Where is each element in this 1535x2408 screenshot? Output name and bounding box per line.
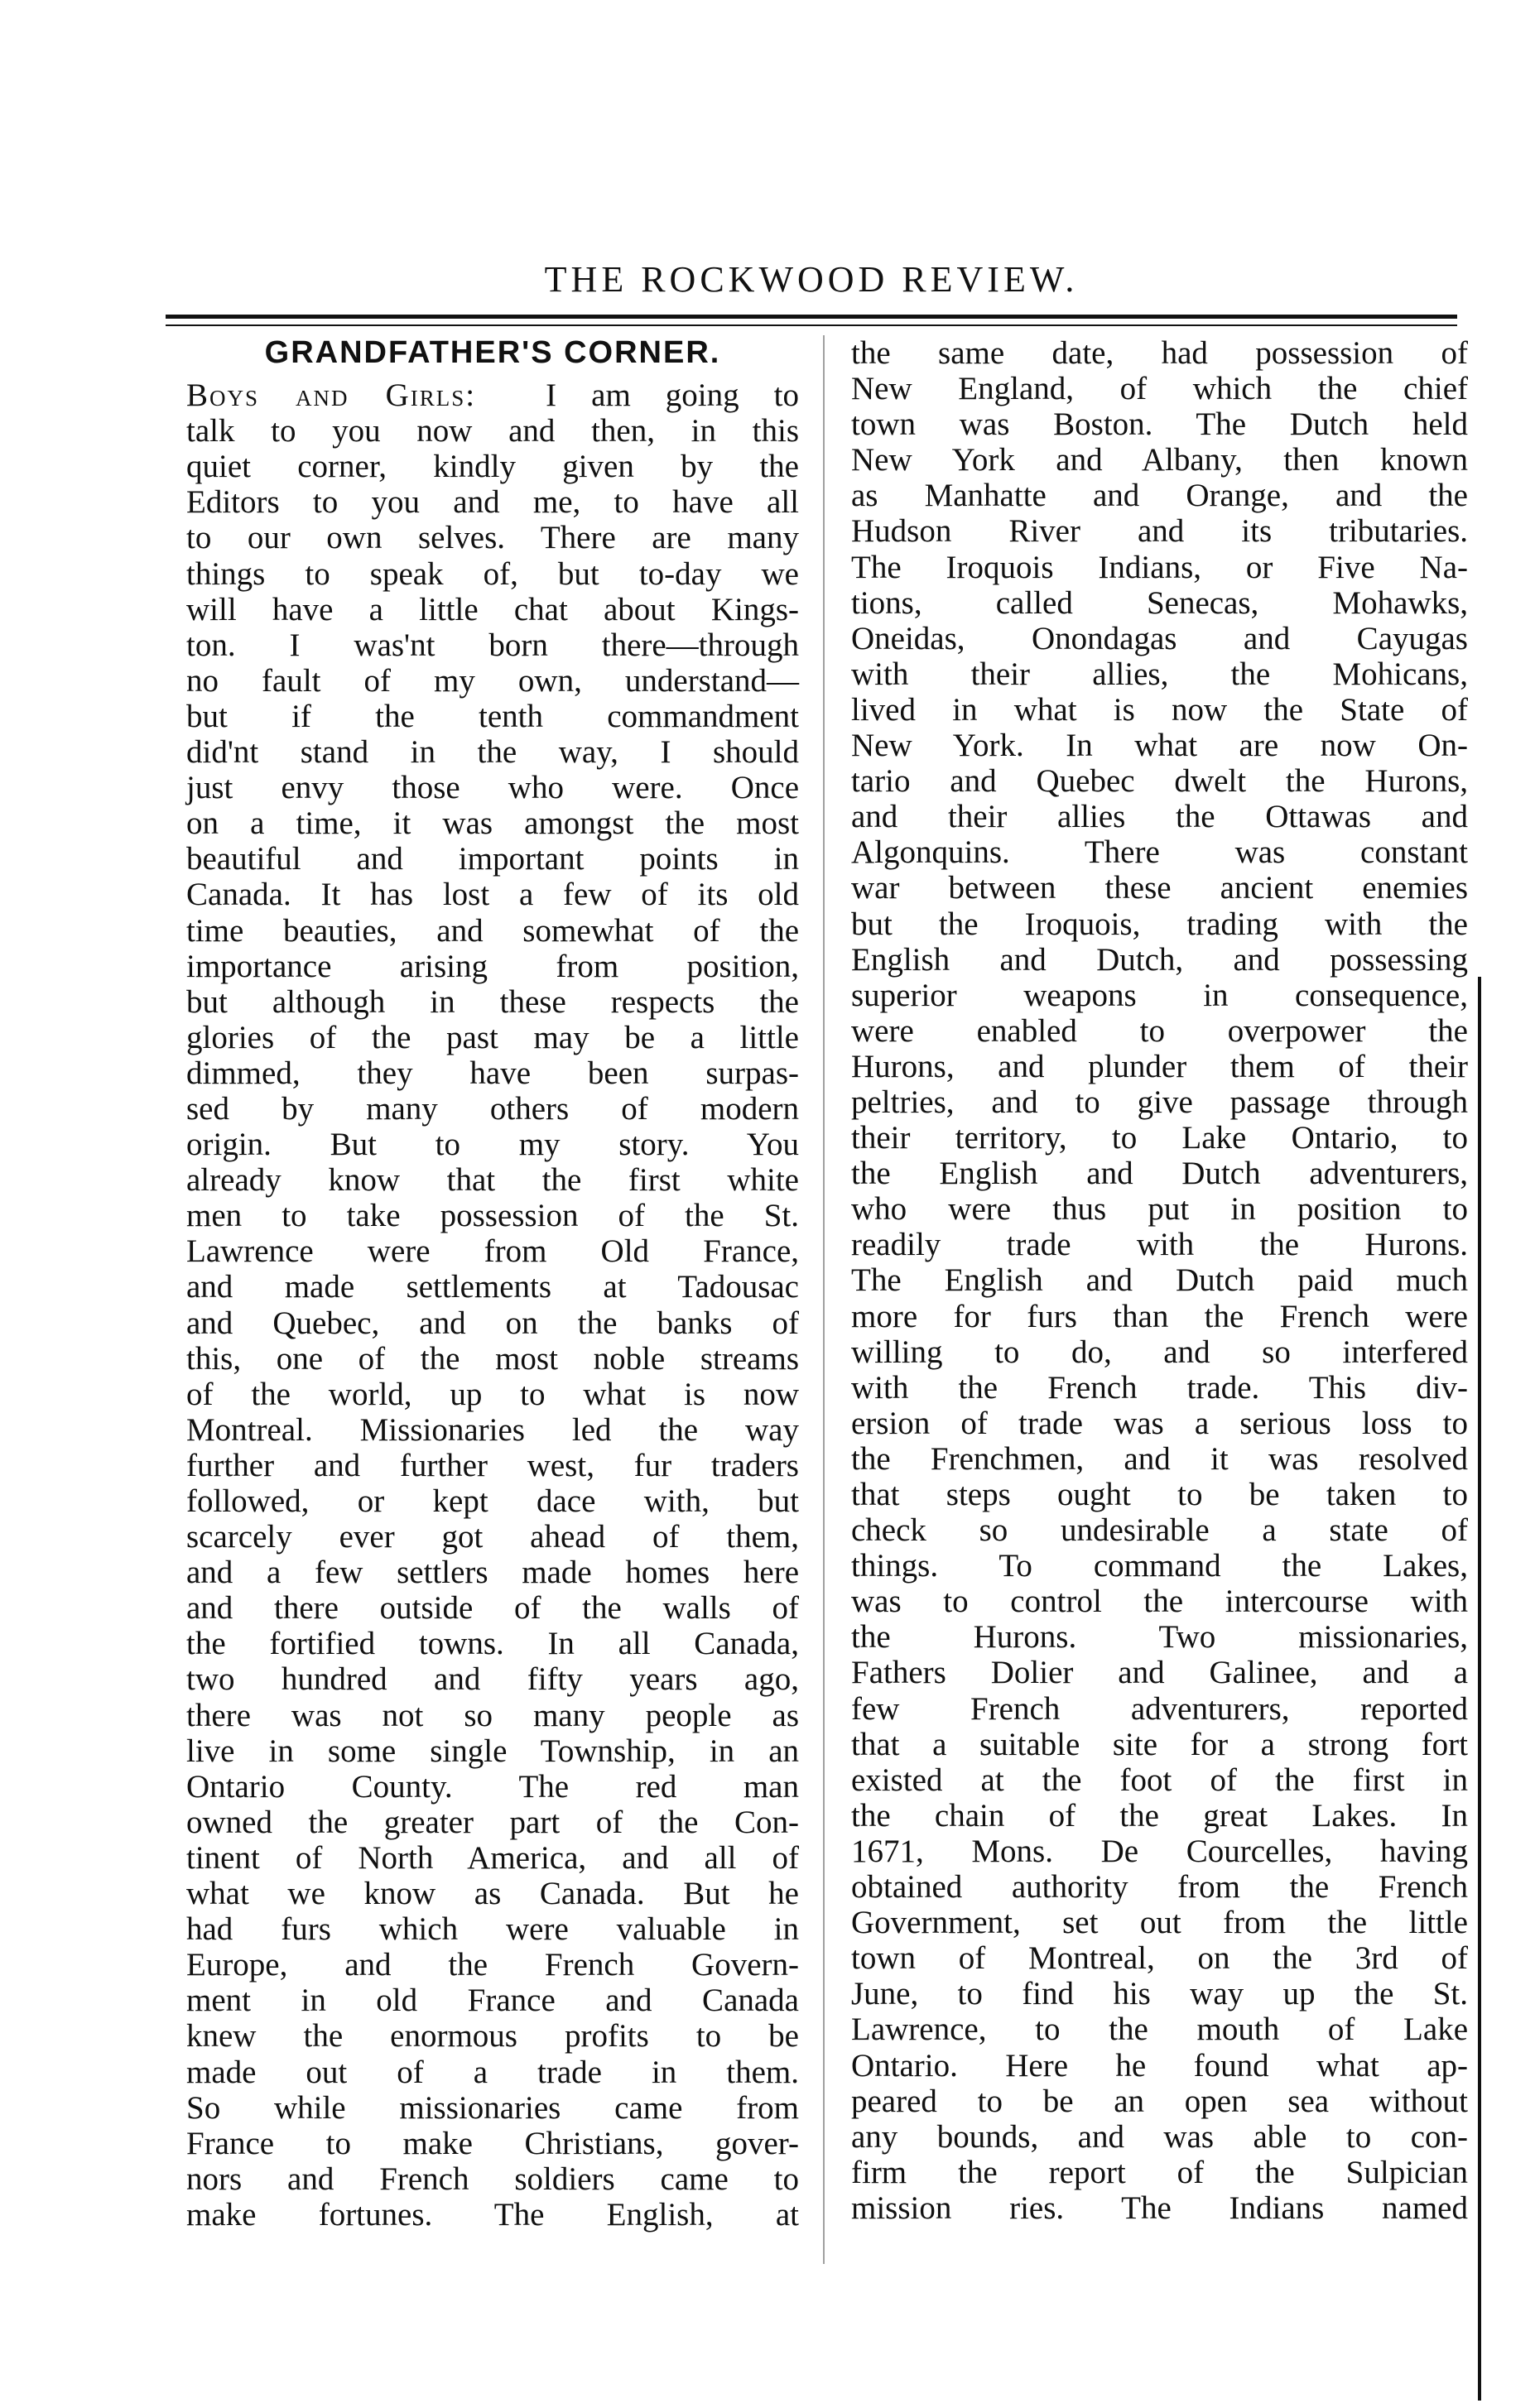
text-line: town of Montreal, on the 3rd of (851, 1940, 1468, 1977)
text-line: Canada. It has lost a few of its old (186, 877, 799, 913)
text-line: the Hurons. Two missionaries, (851, 1619, 1468, 1656)
right-column (851, 335, 1468, 2256)
text-line: ton. I was'nt born there—through (186, 627, 799, 663)
text-line: Ontario County. The red man (186, 1768, 799, 1805)
text-line: followed, or kept dace with, but (186, 1483, 799, 1519)
text-line: peared to be an open sea without (851, 2083, 1468, 2119)
text-line: obtained authority from the French (851, 1869, 1468, 1906)
text-line: that a suitable site for a strong fort (851, 1726, 1468, 1762)
text-line: with their allies, the Mohicans, (851, 656, 1468, 692)
text-line: and made settlements at Tadousac (186, 1269, 799, 1305)
masthead-rule-thin (166, 324, 1457, 326)
text-line: So while missionaries came from (186, 2089, 799, 2126)
text-line: time beauties, and somewhat of the (186, 912, 799, 949)
text-line: did'nt stand in the way, I should (186, 734, 799, 771)
text-line: Oneidas, Onondagas and Cayugas (851, 620, 1468, 656)
text-line: willing to do, and so interfered (851, 1334, 1468, 1370)
text-line: things to speak of, but to-day we (186, 555, 799, 592)
text-line: Editors to you and me, to have all (186, 484, 799, 521)
text-line: but if the tenth commandment (186, 698, 799, 734)
text-line: were enabled to overpower the (851, 1012, 1468, 1049)
text-line: the chain of the great Lakes. In (851, 1797, 1468, 1834)
text-line: importance arising from position, (186, 948, 799, 984)
text-line: will have a little chat about Kings- (186, 591, 799, 627)
text-line: firm the report of the Sulpician (851, 2154, 1468, 2190)
text-line: but although in these respects the (186, 983, 799, 1020)
text-line: and their allies the Ottawas and (851, 799, 1468, 835)
text-line: the English and Dutch adventurers, (851, 1156, 1468, 1192)
text-line: Europe, and the French Govern- (186, 1947, 799, 1983)
text-line: mission ries. The Indians named (851, 2189, 1468, 2226)
text-line: Boys and Girls: I am going to (186, 377, 799, 414)
text-line: already know that the first white (186, 1162, 799, 1199)
text-line: Government, set out from the little (851, 1905, 1468, 1941)
text-line: no fault of my own, understand— (186, 662, 799, 699)
text-line: beautiful and important points in (186, 841, 799, 877)
masthead-rule-thick (166, 315, 1457, 319)
text-line: of the world, up to what is now (186, 1376, 799, 1412)
text-line: ment in old France and Canada (186, 1983, 799, 2019)
text-line: there was not so many people as (186, 1697, 799, 1733)
text-line: quiet corner, kindly given by the (186, 449, 799, 485)
text-line: existed at the foot of the first in (851, 1762, 1468, 1798)
text-line: Hurons, and plunder them of their (851, 1048, 1468, 1084)
text-line: superior weapons in consequence, (851, 977, 1468, 1013)
text-line: made out of a trade in them. (186, 2054, 799, 2090)
text-line: Fathers Dolier and Galinee, and a (851, 1655, 1468, 1691)
text-line: this, one of the most noble streams (186, 1340, 799, 1377)
right-column-body (851, 335, 1468, 2226)
text-line: The English and Dutch paid much (851, 1262, 1468, 1299)
text-line: talk to you now and then, in this (186, 413, 799, 449)
text-line: dimmed, they have been surpas- (186, 1055, 799, 1091)
text-line: few French adventurers, reported (851, 1690, 1468, 1727)
text-line: men to take possession of the St. (186, 1198, 799, 1234)
text-line: peltries, and to give passage through (851, 1084, 1468, 1120)
text-line: town was Boston. The Dutch held (851, 406, 1468, 443)
text-line: on a time, it was amongst the most (186, 805, 799, 842)
text-line: ersion of trade was a serious loss to (851, 1405, 1468, 1441)
text-line: war between these ancient enemies (851, 870, 1468, 906)
text-line: what we know as Canada. But he (186, 1876, 799, 1912)
text-line: and there outside of the walls of (186, 1590, 799, 1627)
text-line: and Quebec, and on the banks of (186, 1305, 799, 1341)
text-line: tario and Quebec dwelt the Hurons, (851, 763, 1468, 800)
text-line: as Manhatte and Orange, and the (851, 478, 1468, 514)
text-line: scarcely ever got ahead of them, (186, 1519, 799, 1555)
text-line: further and further west, fur traders (186, 1447, 799, 1483)
text-line: New England, of which the chief (851, 371, 1468, 407)
text-line: Algonquins. There was constant (851, 834, 1468, 871)
text-line: lived in what is now the State of (851, 691, 1468, 728)
text-line: two hundred and fifty years ago, (186, 1661, 799, 1698)
text-line: owned the greater part of the Con- (186, 1804, 799, 1840)
text-line: knew the enormous profits to be (186, 2018, 799, 2055)
text-line: June, to find his way up the St. (851, 1976, 1468, 2012)
text-line: had furs which were valuable in (186, 1911, 799, 1948)
text-line: Montreal. Missionaries led the way (186, 1411, 799, 1448)
text-line: the same date, had possession of (851, 335, 1468, 371)
text-line: any bounds, and was able to con- (851, 2118, 1468, 2155)
text-line: Hudson River and its tributaries. (851, 513, 1468, 550)
text-line: check so undesirable a state of (851, 1512, 1468, 1549)
text-line: who were thus put in position to (851, 1191, 1468, 1228)
text-line: The Iroquois Indians, or Five Na- (851, 549, 1468, 585)
text-line: was to control the intercourse with (851, 1584, 1468, 1620)
text-line: tions, called Senecas, Mohawks, (851, 584, 1468, 621)
salutation: Boys and Girls: (186, 377, 477, 414)
text-line: that steps ought to be taken to (851, 1477, 1468, 1512)
text-line: New York. In what are now On- (851, 728, 1468, 764)
text-line: readily trade with the Hurons. (851, 1227, 1468, 1263)
text-line: origin. But to my story. You (186, 1127, 799, 1163)
text-line: but the Iroquois, trading with the (851, 906, 1468, 942)
text-line: 1671, Mons. De Courcelles, having (851, 1833, 1468, 1869)
article-heading: GRANDFATHER'S CORNER. (264, 335, 721, 370)
text-line: just envy those who were. Once (186, 770, 799, 806)
left-column (186, 335, 799, 2256)
text-line: with the French trade. This div- (851, 1369, 1468, 1406)
text-line: more for furs than the French were (851, 1298, 1468, 1334)
text-line: sed by many others of modern (186, 1090, 799, 1127)
left-column-body (186, 377, 799, 2233)
text-line: things. To command the Lakes, (851, 1548, 1468, 1584)
text-line: New York and Albany, then known (851, 442, 1468, 478)
text-line: the Frenchmen, and it was resolved (851, 1440, 1468, 1477)
text-line: nors and French soldiers came to (186, 2160, 799, 2197)
text-line: live in some single Township, in an (186, 1733, 799, 1769)
text-line: France to make Christians, gover- (186, 2125, 799, 2161)
text-line: the fortified towns. In all Canada, (186, 1626, 799, 1662)
text-line: glories of the past may be a little (186, 1019, 799, 1055)
text-line: make fortunes. The English, at (186, 2196, 799, 2233)
masthead-title: THE ROCKWOOD REVIEW. (544, 259, 1079, 300)
column-divider (823, 335, 825, 2264)
text-line: their territory, to Lake Ontario, to (851, 1120, 1468, 1156)
text-line: and a few settlers made homes here (186, 1555, 799, 1591)
text-line: to our own selves. There are many (186, 520, 799, 556)
text-line: English and Dutch, and possessing (851, 941, 1468, 978)
text-line: tinent of North America, and all of (186, 1839, 799, 1876)
page-edge-rule (1478, 977, 1481, 2401)
text-line: Lawrence were from Old France, (186, 1233, 799, 1270)
text-line: Ontario. Here he found what ap- (851, 2047, 1468, 2084)
text-line: Lawrence, to the mouth of Lake (851, 2011, 1468, 2048)
